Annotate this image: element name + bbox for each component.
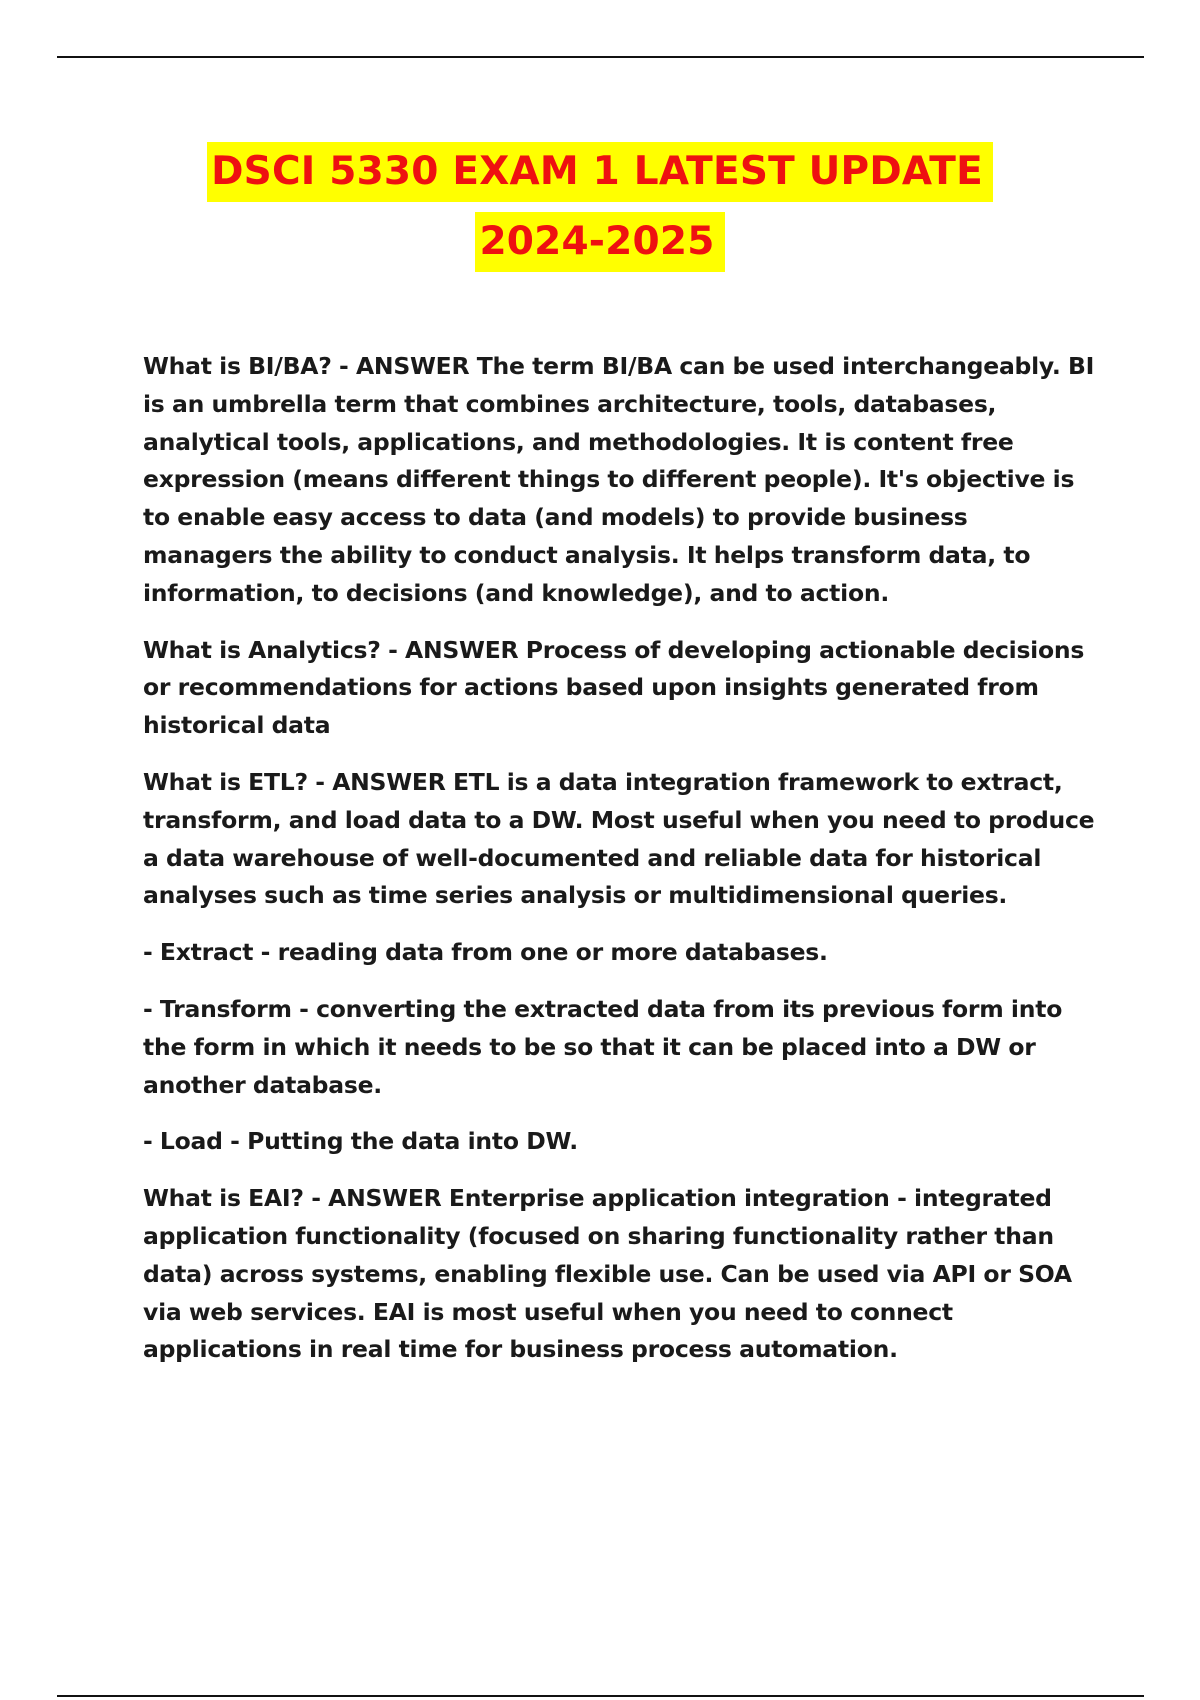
etl-load-item: - Load - Putting the data into DW. — [143, 1127, 578, 1156]
document-body — [143, 348, 1103, 1388]
bottom-divider — [57, 1695, 1144, 1697]
title-line-2: 2024-2025 — [475, 212, 724, 272]
document-title — [0, 142, 1200, 282]
title-line-1: DSCI 5330 EXAM 1 LATEST UPDATE — [207, 142, 993, 202]
etl-transform-item: - Transform - converting the extracted data from its previous form into the form in which it needs to be so that it can be placed into a DW or another database. — [143, 994, 1063, 1099]
top-divider — [57, 56, 1144, 58]
etl-extract-item: - Extract - reading data from one or more databases. — [143, 938, 828, 967]
qa-bi-ba: What is BI/BA? - ANSWER The term BI/BA can be used interchangeably. BI is an umbrella term that combines architecture, tools, databases, analytical tools, applications, and methodologies. It is content free expression (means different things to different people). It's objective is to enable easy access to data (and models) to provide business managers the ability to conduct analysis. It helps transform data, to information, to decisions (and knowledge), and to action. — [143, 352, 1095, 607]
qa-eai: What is EAI? - ANSWER Enterprise application integration - integrated application functionality (focused on sharing functionality rather than data) across systems, enabling flexible use. Can be used via API or SOA via web services. EAI is most useful when you need to connect applications in real time for business process automation. — [143, 1184, 1072, 1364]
qa-etl: What is ETL? - ANSWER ETL is a data integration framework to extract, transform, and load data to a DW. Most useful when you need to produce a data warehouse of well-documented and reliable data for historical analyses such as time series analysis or multidimensional queries. — [143, 767, 1095, 910]
qa-analytics: What is Analytics? - ANSWER Process of developing actionable decisions or recommendations for actions based upon insights generated from historical data — [143, 635, 1085, 740]
